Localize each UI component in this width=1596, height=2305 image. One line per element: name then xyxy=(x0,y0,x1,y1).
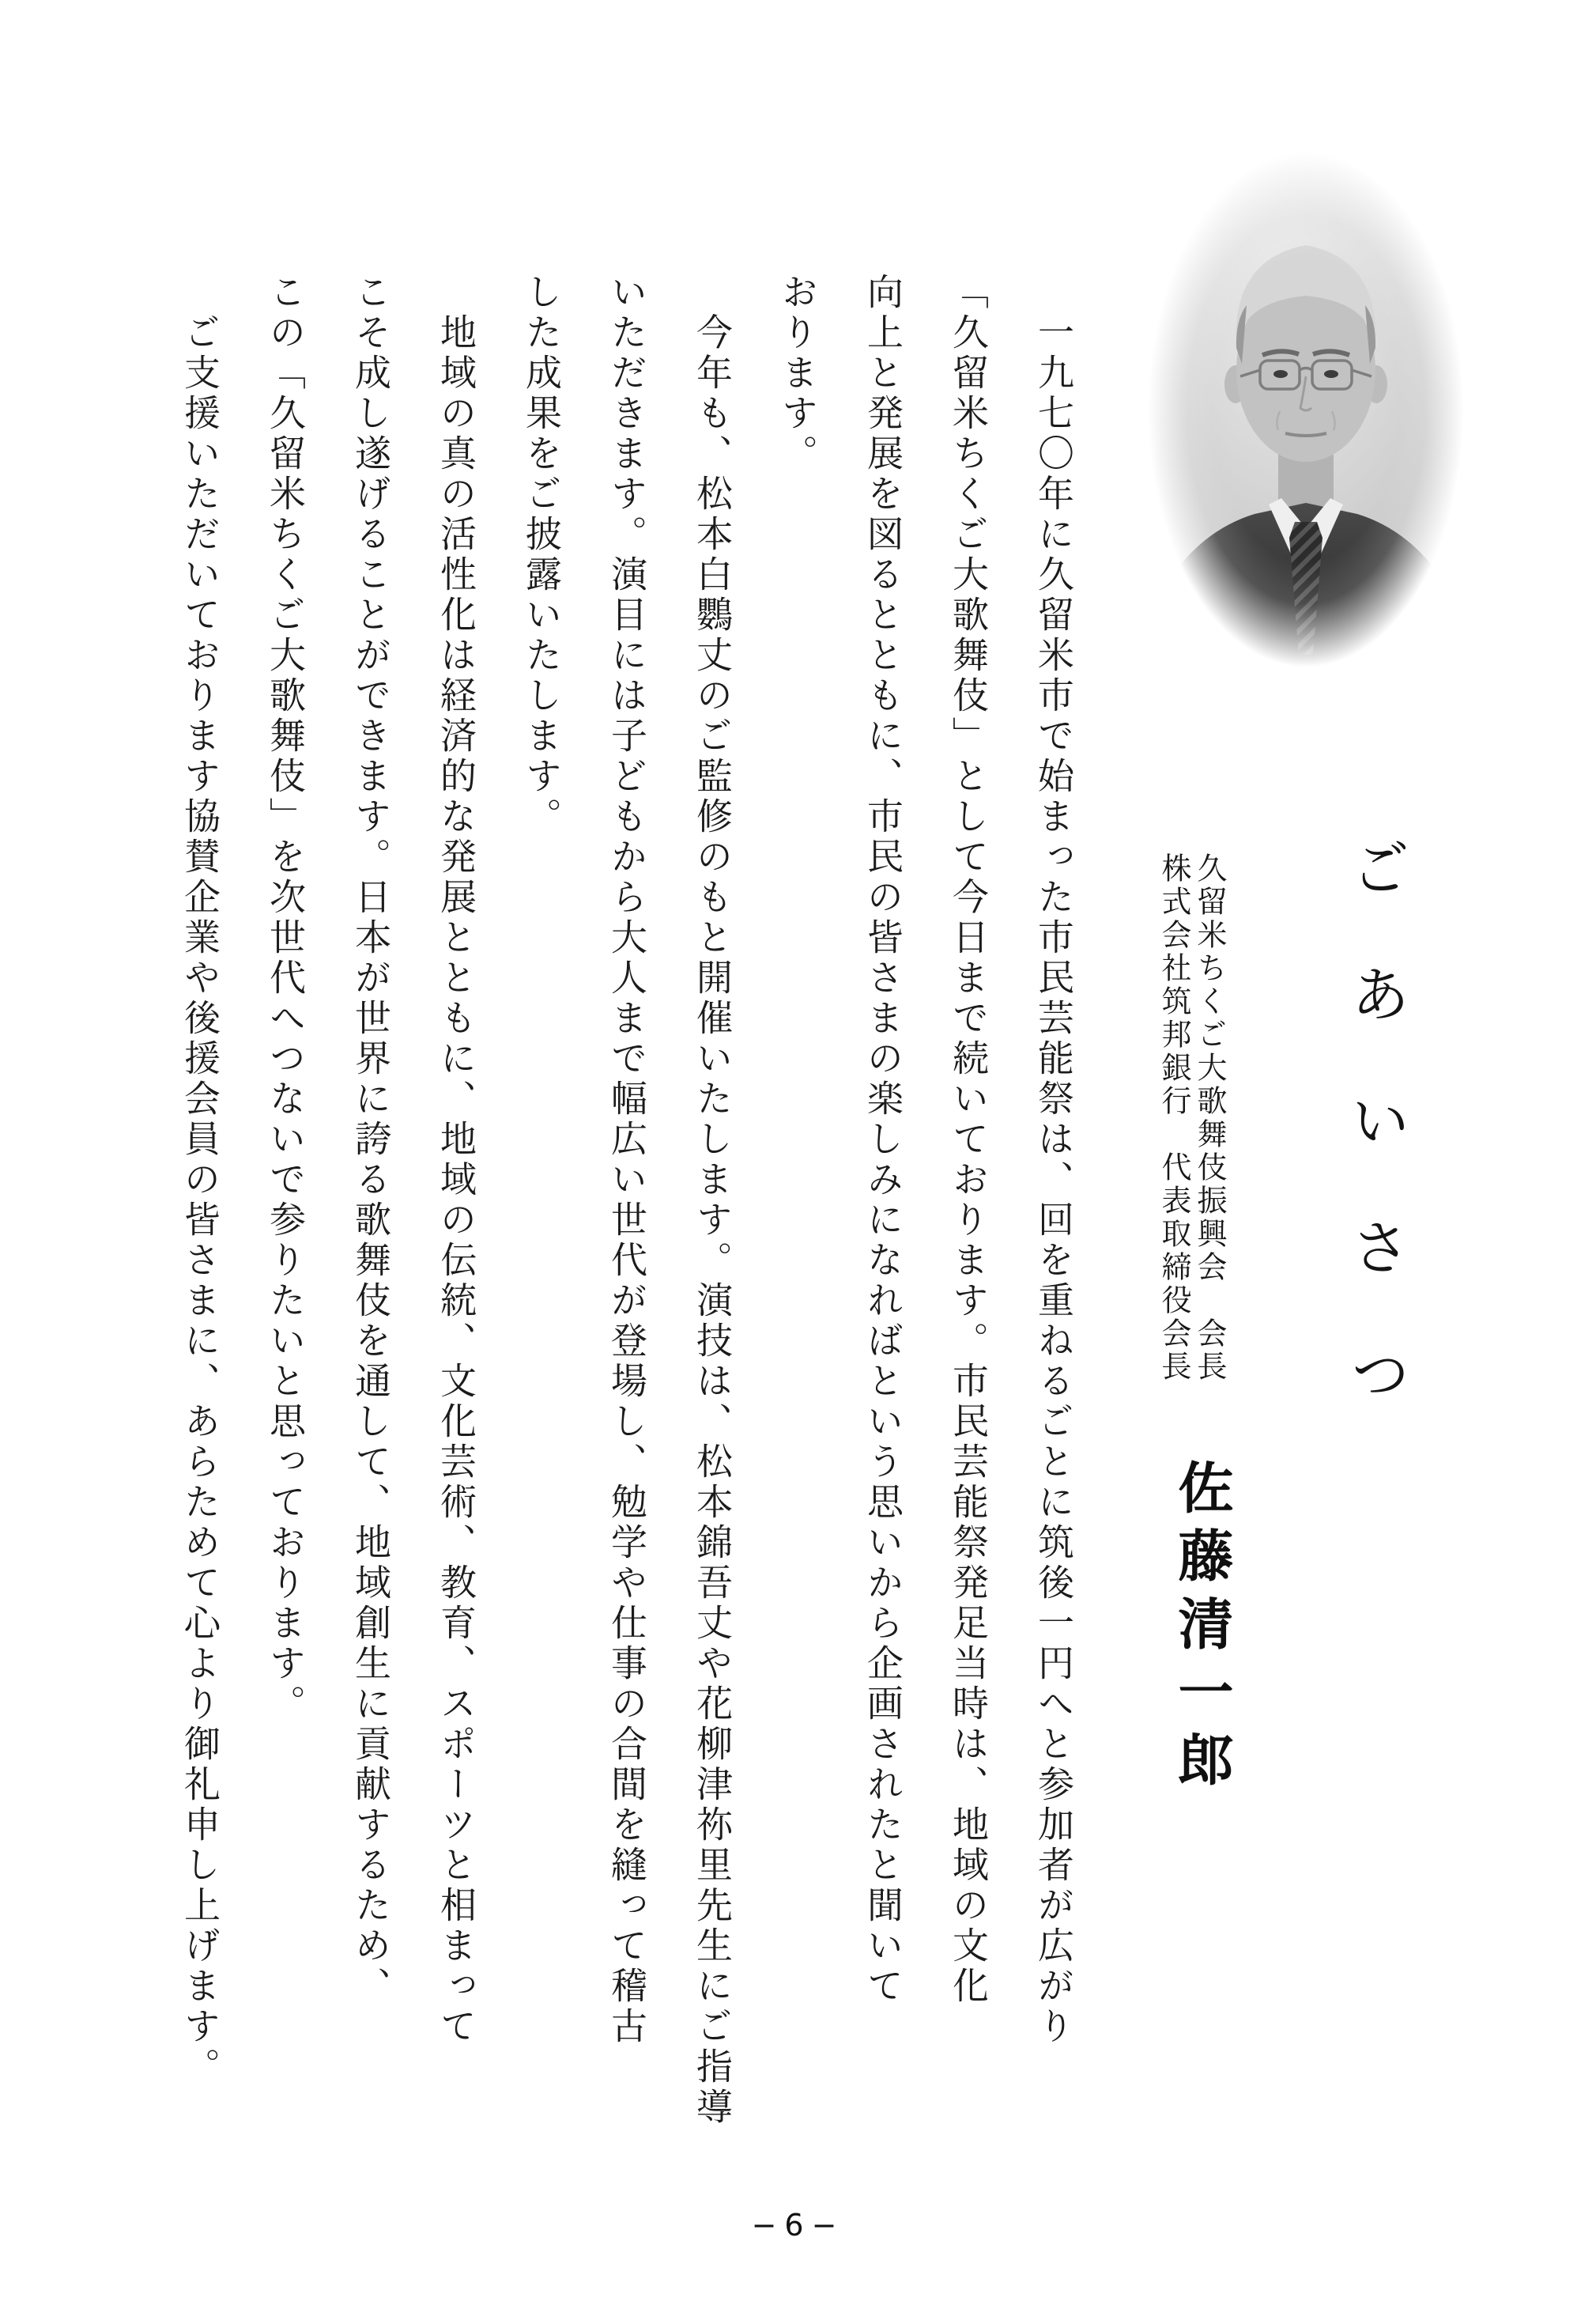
text-column: こそ成し遂げることができます。日本が世界に誇る歌舞伎を通して、地域創生に貢献するため、 xyxy=(349,273,392,2007)
text-column: おります。 xyxy=(776,273,819,474)
text-column: 向上と発展を図るとともに、市民の皆さまの楽しみになればという思いから企画されたと聞いて xyxy=(862,273,904,2007)
text-column: いただきます。演目には子どもから大人まで幅広い世代が登場し、勉学や仕事の合間を縫って稽古 xyxy=(606,273,648,2047)
author-name: 佐藤清一郎 xyxy=(1169,1459,1235,1799)
eye xyxy=(1273,370,1288,378)
text-column: この「久留米ちくご大歌舞伎」を次世代へつないで参りたいと思っております。 xyxy=(264,273,307,1725)
text-column: した成果をご披露いたします。 xyxy=(520,273,563,837)
portrait-photo xyxy=(1136,133,1476,686)
author-affiliations xyxy=(1156,852,1227,1384)
affiliation-line: 株式会社筑邦銀行 代表取締役会長 xyxy=(1156,852,1191,1384)
text-column: 「久留米ちくご大歌舞伎」として今日まで続いております。市民芸能祭発足当時は、地域の文化 xyxy=(947,273,990,2007)
greeting-body-text xyxy=(179,273,1075,2128)
page-number: −6− xyxy=(751,2208,845,2243)
page-title: ごあいさつ xyxy=(1341,837,1411,1469)
portrait-illustration xyxy=(1136,133,1476,686)
text-column: 地域の真の活性化は経済的な発展とともに、地域の伝統、文化芸術、教育、スポーツと相まって xyxy=(435,313,477,2047)
text-column: 一九七〇年に久留米市で始まった市民芸能祭は、回を重ねるごとに筑後一円へと参加者が広がり xyxy=(1032,313,1075,2047)
eye xyxy=(1324,370,1338,378)
affiliation-line: 久留米ちくご大歌舞伎振興会 会長 xyxy=(1192,852,1227,1384)
text-column: ご支援いただいております協賛企業や後援会員の皆さまに、あらためて心より御礼申し上げます。 xyxy=(179,313,221,2088)
text-column: 今年も、松本白鸚丈のご監修のもと開催いたします。演技は、松本錦吾丈や花柳津祢里先生にご指導 xyxy=(691,313,734,2128)
